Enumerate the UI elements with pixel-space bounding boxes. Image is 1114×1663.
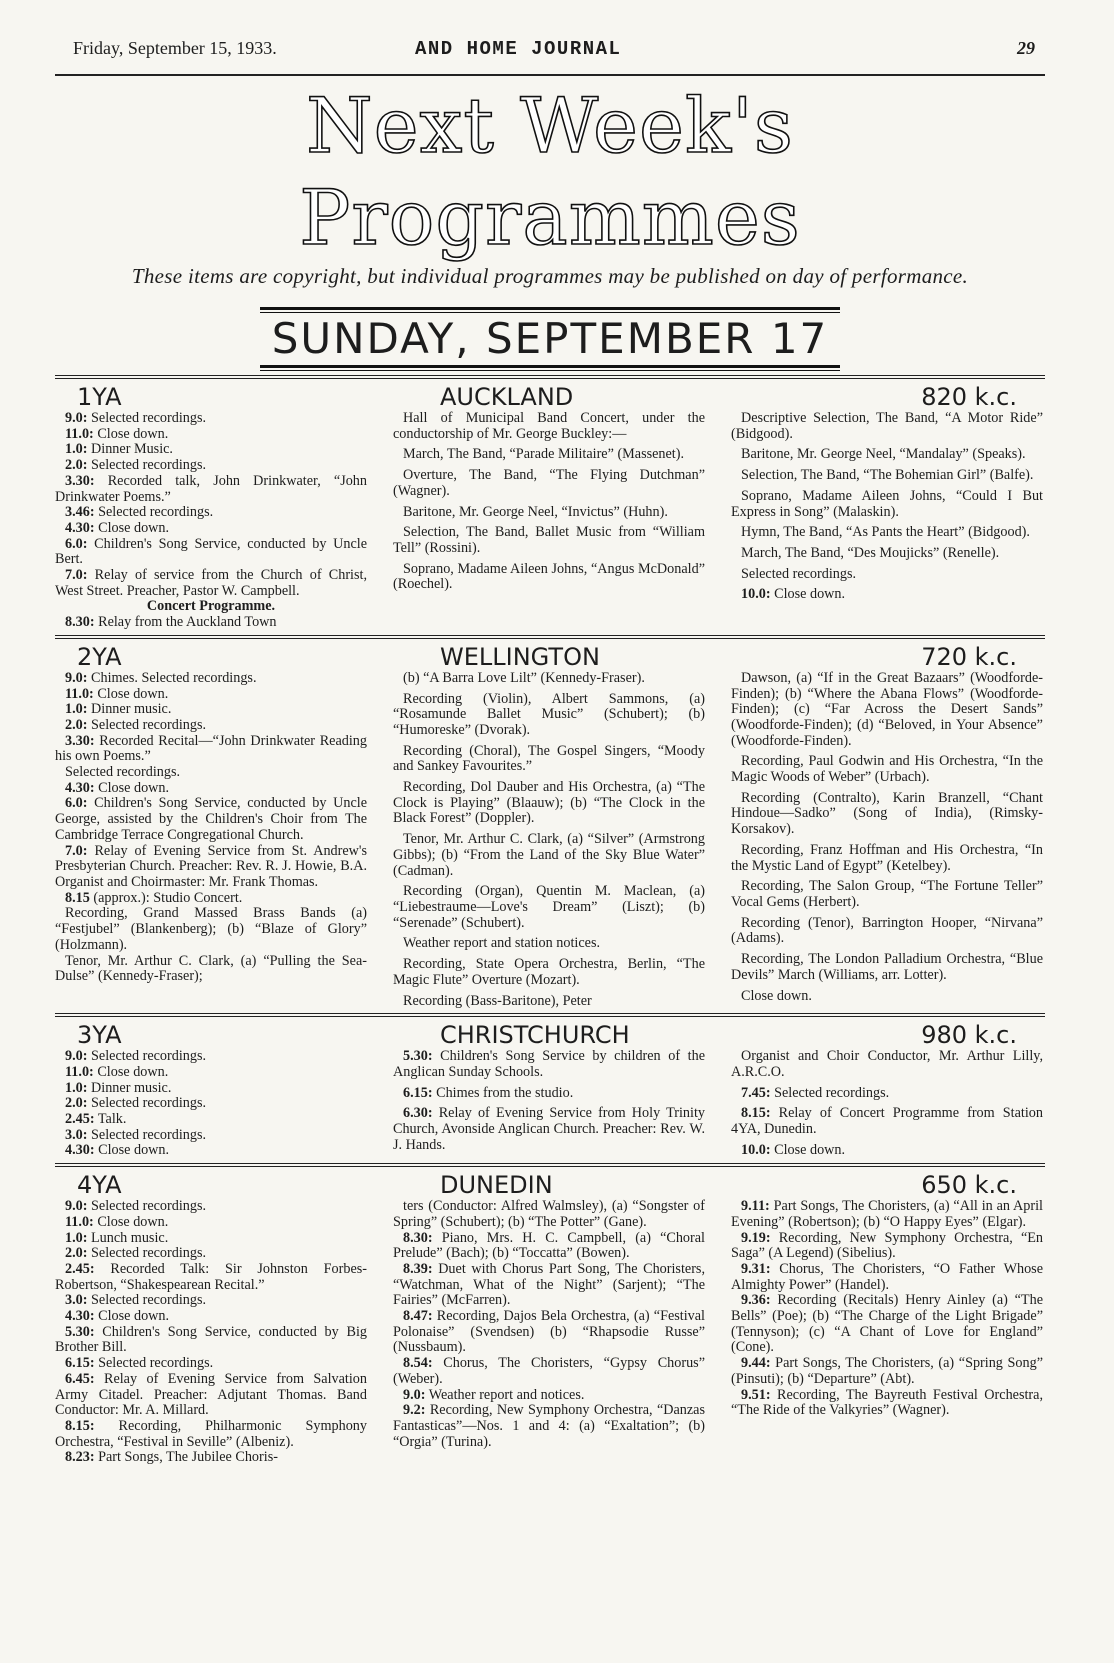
- program-item: [55, 411, 367, 427]
- program-text: Recording, Franz Hoffman and His Orchestra, “In the Mystic Land of Egypt” (Ketelbey).: [731, 841, 1043, 874]
- program-time: 7.0:: [65, 842, 88, 859]
- program-item: [55, 1262, 367, 1293]
- program-time: 2.0:: [65, 457, 88, 474]
- program-item: [731, 1049, 1043, 1080]
- program-item: [55, 796, 367, 843]
- program-item: [55, 891, 367, 907]
- program-item: [55, 1231, 367, 1247]
- program-time: 4.30:: [65, 1308, 95, 1325]
- program-time: 9.51:: [741, 1386, 771, 1403]
- program-item: [55, 844, 367, 891]
- station-city: CHRISTCHURCH: [440, 1021, 630, 1050]
- program-time: 6.0:: [65, 795, 88, 812]
- program-time: 11.0:: [65, 425, 94, 442]
- program-item: [393, 832, 705, 879]
- program-item: [393, 1086, 705, 1102]
- program-item: [731, 952, 1043, 983]
- program-time: 11.0:: [65, 685, 94, 702]
- program-time: 10.0:: [741, 586, 771, 603]
- header-rule: [55, 74, 1045, 76]
- program-text: Recording (Bass-Baritone), Peter: [403, 992, 592, 1009]
- program-item: [731, 671, 1043, 750]
- day-heading: SUNDAY, SEPTEMBER 17: [271, 314, 829, 363]
- program-text: Chorus, The Choristers, “Gypsy Chorus” (Weber).: [393, 1355, 705, 1387]
- program-text: Dawson, (a) “If in the Great Bazaars” (Woodforde-Finden); (b) “Where the Abana Flows” (Woodforde-Finden); (c) “Far Across the Desert Sands” (Woodforde-Finden); (d) “Beloved, in Your Absence” (Woodforde-Finden).: [731, 669, 1043, 749]
- program-time: 3.30:: [65, 732, 95, 749]
- program-item: [393, 1049, 705, 1080]
- program-text: Recording, Grand Massed Brass Bands (a) “Festjubel” (Blankenberg); (b) “Blaze of Glory” (Holzmann).: [55, 905, 367, 953]
- program-item: [731, 447, 1043, 463]
- program-time: 11.0:: [65, 1213, 94, 1230]
- program-time: 5.30:: [65, 1323, 95, 1340]
- program-item: [55, 1096, 367, 1112]
- program-item: [731, 791, 1043, 838]
- station-call-sign: 1YA: [77, 383, 122, 411]
- station-city: AUCKLAND: [440, 383, 574, 411]
- program-time: 3.0:: [65, 1126, 88, 1143]
- program-time: 9.0:: [65, 669, 88, 686]
- program-text: Recorded Talk: Sir Johnston Forbes-Robertson, “Shakespearean Recital.”: [55, 1260, 367, 1293]
- program-item: [731, 916, 1043, 947]
- program-time: 4.30:: [65, 779, 95, 796]
- program-time: 2.0:: [65, 716, 88, 733]
- program-text: Close down.: [94, 1142, 170, 1159]
- program-time: 1.0:: [65, 701, 88, 718]
- program-text: Chimes from the studio.: [432, 1084, 574, 1101]
- program-text: Hall of Municipal Band Concert, under the conductorship of Mr. George Buckley:—: [393, 410, 705, 442]
- program-time: 9.0:: [403, 1386, 426, 1403]
- station-call-sign: 2YA: [77, 642, 122, 671]
- program-time: 7.0:: [65, 567, 88, 584]
- program-time: 3.46:: [65, 504, 95, 521]
- program-item: [393, 780, 705, 827]
- program-columns: [55, 409, 1045, 631]
- program-item: [393, 936, 705, 952]
- program-text: Descriptive Selection, The Band, “A Motor Ride” (Bidgood).: [731, 410, 1043, 442]
- program-item: [55, 442, 367, 458]
- station-header: [55, 379, 1045, 409]
- program-item: [731, 1293, 1043, 1356]
- program-item: [393, 1199, 705, 1230]
- program-text: Recording, Paul Godwin and His Orchestra, “In the Magic Woods of Weber” (Urbach).: [731, 753, 1043, 786]
- program-text: Close down.: [94, 519, 170, 536]
- program-item: [393, 692, 705, 739]
- program-item: [731, 489, 1043, 520]
- program-item: [55, 781, 367, 797]
- program-column: [55, 671, 367, 1009]
- program-item: [55, 671, 367, 687]
- program-item: [55, 505, 367, 521]
- program-item: [731, 989, 1043, 1005]
- program-time: 9.19:: [741, 1229, 771, 1246]
- program-text: Concert Programme.: [146, 598, 276, 615]
- program-text: Selected recordings.: [87, 1048, 207, 1065]
- station-header: [55, 639, 1045, 669]
- program-item: [55, 1128, 367, 1144]
- program-text: Recording, State Opera Orchestra, Berlin, “The Magic Flute” Overture (Mozart).: [393, 956, 705, 988]
- program-item: [731, 1143, 1043, 1159]
- station-header: [55, 1167, 1045, 1200]
- program-time: 3.30:: [65, 472, 95, 489]
- program-time: 8.15: [65, 889, 90, 906]
- program-text: Recorded Recital—“John Drinkwater Reading his own Poems.”: [55, 732, 367, 765]
- program-time: 5.30:: [403, 1048, 433, 1065]
- program-text: Close down.: [93, 425, 169, 442]
- newspaper-page: [55, 38, 1045, 1466]
- program-item: [731, 411, 1043, 442]
- program-time: 2.0:: [65, 1245, 88, 1262]
- program-text: Part Songs, The Choristers, (a) “Spring Song” (Pinsuti); (b) “Departure” (Abt).: [731, 1355, 1043, 1387]
- program-item: [55, 599, 367, 615]
- program-item: [55, 702, 367, 718]
- program-time: 1.0:: [65, 1229, 88, 1246]
- program-text: Selected recordings.: [87, 457, 207, 474]
- program-item: [55, 1293, 367, 1309]
- program-item: [55, 718, 367, 734]
- program-item: [731, 1356, 1043, 1387]
- program-text: Recording, The London Palladium Orchestra, “Blue Devils” March (Williams, arr. Lotter).: [731, 951, 1043, 983]
- station-section: [55, 375, 1045, 631]
- program-item: [393, 447, 705, 463]
- program-item: [731, 843, 1043, 874]
- program-item: [731, 1388, 1043, 1419]
- program-text: Children's Song Service, conducted by Big Brother Bill.: [55, 1323, 367, 1356]
- program-time: 8.39:: [403, 1260, 433, 1277]
- program-item: [55, 1049, 367, 1065]
- program-time: 9.31:: [741, 1260, 771, 1277]
- program-text: Recording (Contralto), Karin Branzell, “Chant Hindoue—Sadko” (Song of India), (Rimsky-Korsakov).: [731, 789, 1043, 838]
- program-item: [55, 1065, 367, 1081]
- program-time: 8.15:: [741, 1105, 771, 1122]
- station-section: [55, 1163, 1045, 1466]
- program-text: Chorus, The Choristers, “O Father Whose Almighty Power” (Handel).: [731, 1260, 1043, 1293]
- program-item: [393, 468, 705, 499]
- program-text: Recording, The Salon Group, “The Fortune Teller” Vocal Gems (Herbert).: [731, 878, 1043, 910]
- program-text: Baritone, Mr. George Neel, “Mandalay” (Speaks).: [741, 446, 1026, 463]
- page-number: 29: [1017, 38, 1035, 58]
- program-columns: [55, 1197, 1045, 1466]
- program-time: 9.11:: [741, 1198, 770, 1215]
- program-text: Dinner music.: [87, 701, 172, 718]
- program-text: Close down.: [93, 1213, 169, 1230]
- program-item: [55, 1199, 367, 1215]
- program-time: 9.0:: [65, 410, 88, 426]
- program-time: 6.30:: [403, 1105, 433, 1122]
- program-text: Weather report and notices.: [425, 1386, 585, 1403]
- station-call-sign: 4YA: [77, 1171, 122, 1200]
- program-text: Children's Song Service, conducted by Uncle Bert.: [55, 535, 367, 568]
- program-text: Lunch music.: [87, 1229, 169, 1246]
- program-time: 8.54:: [403, 1355, 433, 1372]
- program-text: Selected recordings.: [87, 410, 207, 426]
- program-time: 8.30:: [403, 1229, 433, 1246]
- program-text: Duet with Chorus Part Song, The Choristers, “Watchman, What of the Night” (Sarjent); “The Fairies” (McFarren).: [393, 1260, 705, 1309]
- program-text: Weather report and station notices.: [403, 935, 601, 952]
- station-city: WELLINGTON: [440, 642, 600, 671]
- program-text: Dinner music.: [87, 1079, 172, 1096]
- program-item: [55, 521, 367, 537]
- program-text: Selected recordings.: [65, 764, 181, 781]
- program-item: [55, 1081, 367, 1097]
- program-text: Children's Song Service by children of the Anglican Sunday Schools.: [393, 1048, 705, 1080]
- program-item: [55, 954, 367, 985]
- program-text: Recording (Choral), The Gospel Singers, “Moody and Sankey Favourites.”: [393, 742, 705, 775]
- program-time: 4.30:: [65, 519, 95, 536]
- program-text: Selected recordings.: [87, 1245, 207, 1262]
- program-time: 8.15:: [65, 1417, 95, 1434]
- program-text: Recording, New Symphony Orchestra, “Danzas Fantasticas”—Nos. 1 and 4: (a) “Exaltation”; (b) “Orgia” (Turina).: [393, 1402, 705, 1450]
- program-item: [731, 1199, 1043, 1230]
- program-text: Part Songs, The Choristers, (a) “All in an April Evening” (Robertson); (b) “O Happy Eyes” (Elgar).: [731, 1198, 1043, 1230]
- program-column: [55, 1199, 367, 1466]
- program-time: 4.30:: [65, 1142, 95, 1159]
- program-text: (b) “A Barra Love Lilt” (Kennedy-Fraser).: [403, 669, 645, 686]
- program-time: 2.0:: [65, 1095, 88, 1112]
- program-column: [393, 1199, 705, 1466]
- program-text: Close down.: [770, 1141, 846, 1158]
- program-text: Selected recordings.: [87, 1292, 207, 1309]
- program-item: [55, 906, 367, 953]
- program-text: Soprano, Madame Aileen Johns, “Angus McDonald” (Roechel).: [393, 560, 705, 593]
- program-text: Selected recordings.: [94, 1355, 214, 1372]
- program-text: Soprano, Madame Aileen Johns, “Could I But Express in Song” (Malaskin).: [731, 487, 1043, 520]
- program-text: Chimes. Selected recordings.: [87, 669, 257, 686]
- program-text: Selected recordings.: [741, 565, 857, 582]
- program-item: [55, 1143, 367, 1159]
- program-text: ters (Conductor: Alfred Walmsley), (a) “Songster of Spring” (Schubert); (b) “The Potter” (Gane).: [393, 1198, 705, 1230]
- program-item: [393, 505, 705, 521]
- program-text: Children's Song Service, conducted by Uncle George, assisted by the Children's Choir from The Cambridge Terrace Congregational Church.: [55, 795, 367, 843]
- program-time: 3.0:: [65, 1292, 88, 1309]
- program-time: 1.0:: [65, 1079, 88, 1096]
- program-item: [393, 411, 705, 442]
- program-text: March, The Band, “Des Moujicks” (Renelle).: [741, 544, 1000, 561]
- program-text: Selected recordings.: [87, 1095, 207, 1112]
- station-frequency: 720 k.c.: [921, 642, 1017, 671]
- program-text: Recording, Philharmonic Symphony Orchestra, “Festival in Seville” (Albeniz).: [55, 1417, 367, 1450]
- station-header: [55, 1017, 1045, 1050]
- program-time: 9.36:: [741, 1292, 771, 1309]
- program-text: Selection, The Band, “The Bohemian Girl” (Balfe).: [741, 467, 1034, 484]
- program-time: 9.44:: [741, 1355, 771, 1372]
- program-item: [731, 546, 1043, 562]
- program-item: [55, 734, 367, 765]
- program-column: [393, 411, 705, 631]
- program-time: 2.45:: [65, 1111, 95, 1128]
- station-call-sign: 3YA: [77, 1021, 122, 1050]
- program-item: [55, 427, 367, 443]
- program-text: Selected recordings.: [87, 1126, 207, 1143]
- program-time: 9.0:: [65, 1198, 88, 1215]
- program-text: Relay of Evening Service from St. Andrew's Presbyterian Church. Preacher: Rev. R. J. Howie, B.A. Organist and Choirmaster: Mr. Frank Thomas.: [55, 842, 367, 890]
- program-text: Hymn, The Band, “As Pants the Heart” (Bidgood).: [741, 524, 1030, 541]
- program-item: [393, 1231, 705, 1262]
- program-item: [55, 1325, 367, 1356]
- program-text: Relay of Evening Service from Salvation Army Citadel. Preacher: Adjutant Thomas. Band Conductor: Mr. A. Millard.: [55, 1370, 367, 1419]
- program-item: [55, 1450, 367, 1466]
- program-text: Close down.: [741, 987, 812, 1004]
- program-item: [393, 994, 705, 1010]
- program-item: [393, 1403, 705, 1450]
- program-column: [393, 1049, 705, 1159]
- day-heading-block: [260, 307, 840, 371]
- program-text: Recording, Dajos Bela Orchestra, (a) “Festival Polonaise” (Svendsen) (b) “Rhapsodie Russe” (Nussbaum).: [393, 1308, 705, 1356]
- program-item: [393, 744, 705, 775]
- program-time: 8.47:: [403, 1308, 433, 1325]
- program-text: (approx.): Studio Concert.: [89, 889, 243, 906]
- program-text: Organist and Choir Conductor, Mr. Arthur Lilly, A.R.C.O.: [731, 1048, 1043, 1080]
- program-item: [55, 1356, 367, 1372]
- program-text: Relay from the Auckland Town: [94, 614, 277, 631]
- station-frequency: 650 k.c.: [921, 1171, 1017, 1200]
- program-item: [55, 765, 367, 781]
- program-text: Recording (Recitals) Henry Ainley (a) “The Bells” (Poe); (b) “The Charge of the Light Brigade” (Tennyson); (c) “A Chant of Love for England” (Cone).: [731, 1292, 1043, 1356]
- station-city: DUNEDIN: [440, 1171, 553, 1200]
- program-text: Tenor, Mr. Arthur C. Clark, (a) “Silver” (Armstrong Gibbs); (b) “From the Land of the Sky Blue Water” (Cadman).: [393, 831, 705, 879]
- program-item: [731, 587, 1043, 603]
- program-time: 10.0:: [741, 1141, 771, 1158]
- program-item: [55, 687, 367, 703]
- program-item: [393, 957, 705, 988]
- program-text: Talk.: [94, 1111, 127, 1128]
- station-section: [55, 1013, 1045, 1159]
- program-item: [731, 1231, 1043, 1262]
- program-item: [55, 568, 367, 599]
- station-sections: [55, 375, 1045, 1466]
- program-text: Recording, New Symphony Orchestra, “En Saga” (A Legend) (Sibelius).: [731, 1229, 1043, 1262]
- program-text: Tenor, Mr. Arthur C. Clark, (a) “Pulling the Sea-Dulse” (Kennedy-Fraser);: [55, 952, 367, 985]
- program-column: [393, 671, 705, 1009]
- program-item: [731, 1106, 1043, 1137]
- program-column: [731, 1049, 1043, 1159]
- station-section: [55, 635, 1045, 1009]
- program-item: [55, 474, 367, 505]
- running-header: [55, 38, 1045, 68]
- program-text: Relay of Evening Service from Holy Trinity Church, Avonside Anglican Church. Preacher: Rev. W. J. Hands.: [393, 1105, 705, 1153]
- program-column: [55, 1049, 367, 1159]
- program-text: Dinner Music.: [87, 441, 173, 458]
- day-bottom-rule: [260, 365, 840, 371]
- program-column: [55, 411, 367, 631]
- program-time: 8.23:: [65, 1449, 95, 1466]
- program-item: [731, 525, 1043, 541]
- program-time: 8.30:: [65, 614, 95, 631]
- program-item: [55, 1372, 367, 1419]
- program-item: [393, 671, 705, 687]
- program-column: [731, 1199, 1043, 1466]
- program-item: [731, 754, 1043, 785]
- program-text: Close down.: [770, 586, 846, 603]
- program-columns: [55, 669, 1045, 1009]
- program-item: [393, 525, 705, 556]
- station-frequency: 820 k.c.: [921, 383, 1017, 411]
- program-text: Selection, The Band, Ballet Music from “William Tell” (Rossini).: [393, 524, 705, 556]
- program-text: Close down.: [93, 685, 169, 702]
- program-text: Recording, Dol Dauber and His Orchestra, (a) “The Clock is Playing” (Blaauw); (b) “The Clock in the Black Forest” (Doppler).: [393, 779, 705, 827]
- program-item: [55, 1112, 367, 1128]
- program-time: 9.2:: [403, 1402, 426, 1419]
- issue-date: Friday, September 15, 1933.: [73, 38, 277, 58]
- program-item: [393, 1309, 705, 1356]
- journal-name: AND HOME JOURNAL: [415, 38, 622, 60]
- program-item: [731, 1086, 1043, 1102]
- program-text: Recording (Organ), Quentin M. Maclean, (a) “Liebestraume—Love's Dream” (Liszt); (b) “Serenade” (Schubert).: [393, 883, 705, 931]
- program-text: Recording, The Bayreuth Festival Orchestra, “The Ride of the Valkyries” (Wagner).: [731, 1386, 1043, 1419]
- program-text: Selected recordings.: [87, 716, 207, 733]
- program-time: 2.45:: [65, 1260, 95, 1277]
- program-text: Selected recordings.: [94, 504, 214, 521]
- program-item: [731, 468, 1043, 484]
- program-column: [731, 671, 1043, 1009]
- program-time: 6.45:: [65, 1370, 95, 1387]
- program-text: Close down.: [93, 1063, 169, 1080]
- program-text: Baritone, Mr. George Neel, “Invictus” (Huhn).: [403, 503, 668, 520]
- program-item: [731, 879, 1043, 910]
- program-column: [731, 411, 1043, 631]
- program-text: Selected recordings.: [770, 1084, 890, 1101]
- program-text: March, The Band, “Parade Militaire” (Massenet).: [403, 446, 685, 463]
- program-item: [55, 1309, 367, 1325]
- program-text: Recording (Tenor), Barrington Hooper, “Nirvana” (Adams).: [731, 914, 1043, 947]
- program-item: [393, 562, 705, 593]
- program-item: [55, 537, 367, 568]
- program-text: Relay of Concert Programme from Station 4YA, Dunedin.: [731, 1105, 1043, 1138]
- program-item: [55, 1246, 367, 1262]
- program-time: 6.15:: [65, 1355, 95, 1372]
- program-text: Overture, The Band, “The Flying Dutchman” (Wagner).: [393, 467, 705, 499]
- program-text: Close down.: [94, 779, 170, 796]
- program-text: Recorded talk, John Drinkwater, “John Drinkwater Poems.”: [55, 472, 367, 505]
- program-text: Close down.: [94, 1308, 170, 1325]
- program-time: 7.45:: [741, 1084, 771, 1101]
- program-time: 6.15:: [403, 1084, 433, 1101]
- program-text: Part Songs, The Jubilee Choris-: [94, 1449, 278, 1466]
- program-text: Piano, Mrs. H. C. Campbell, (a) “Choral Prelude” (Bach); (b) “Toccatta” (Bowen).: [393, 1229, 705, 1262]
- program-item: [55, 458, 367, 474]
- program-item: [731, 567, 1043, 583]
- program-item: [393, 1262, 705, 1309]
- program-time: 11.0:: [65, 1063, 94, 1080]
- station-frequency: 980 k.c.: [921, 1021, 1017, 1050]
- program-columns: [55, 1047, 1045, 1159]
- program-item: [55, 1215, 367, 1231]
- program-text: Recording (Violin), Albert Sammons, (a) “Rosamunde Ballet Music” (Schubert); (b) “Humoreske” (Dvorak).: [393, 690, 705, 738]
- program-time: 9.0:: [65, 1048, 88, 1065]
- copyright-notice: These items are copyright, but individual programmes may be published on day of performance.: [131, 264, 969, 288]
- program-item: [731, 1262, 1043, 1293]
- program-item: [55, 1419, 367, 1450]
- program-text: Relay of service from the Church of Christ, West Street. Preacher, Pastor W. Campbell.: [55, 567, 367, 599]
- program-time: 6.0:: [65, 535, 88, 552]
- program-item: [393, 1356, 705, 1387]
- program-item: [393, 1106, 705, 1153]
- program-item: [393, 884, 705, 931]
- program-item: [55, 615, 367, 631]
- program-time: 1.0:: [65, 441, 88, 458]
- program-text: Selected recordings.: [87, 1198, 207, 1215]
- page-title: Next Week's Programmes: [299, 81, 801, 262]
- program-item: [393, 1388, 705, 1404]
